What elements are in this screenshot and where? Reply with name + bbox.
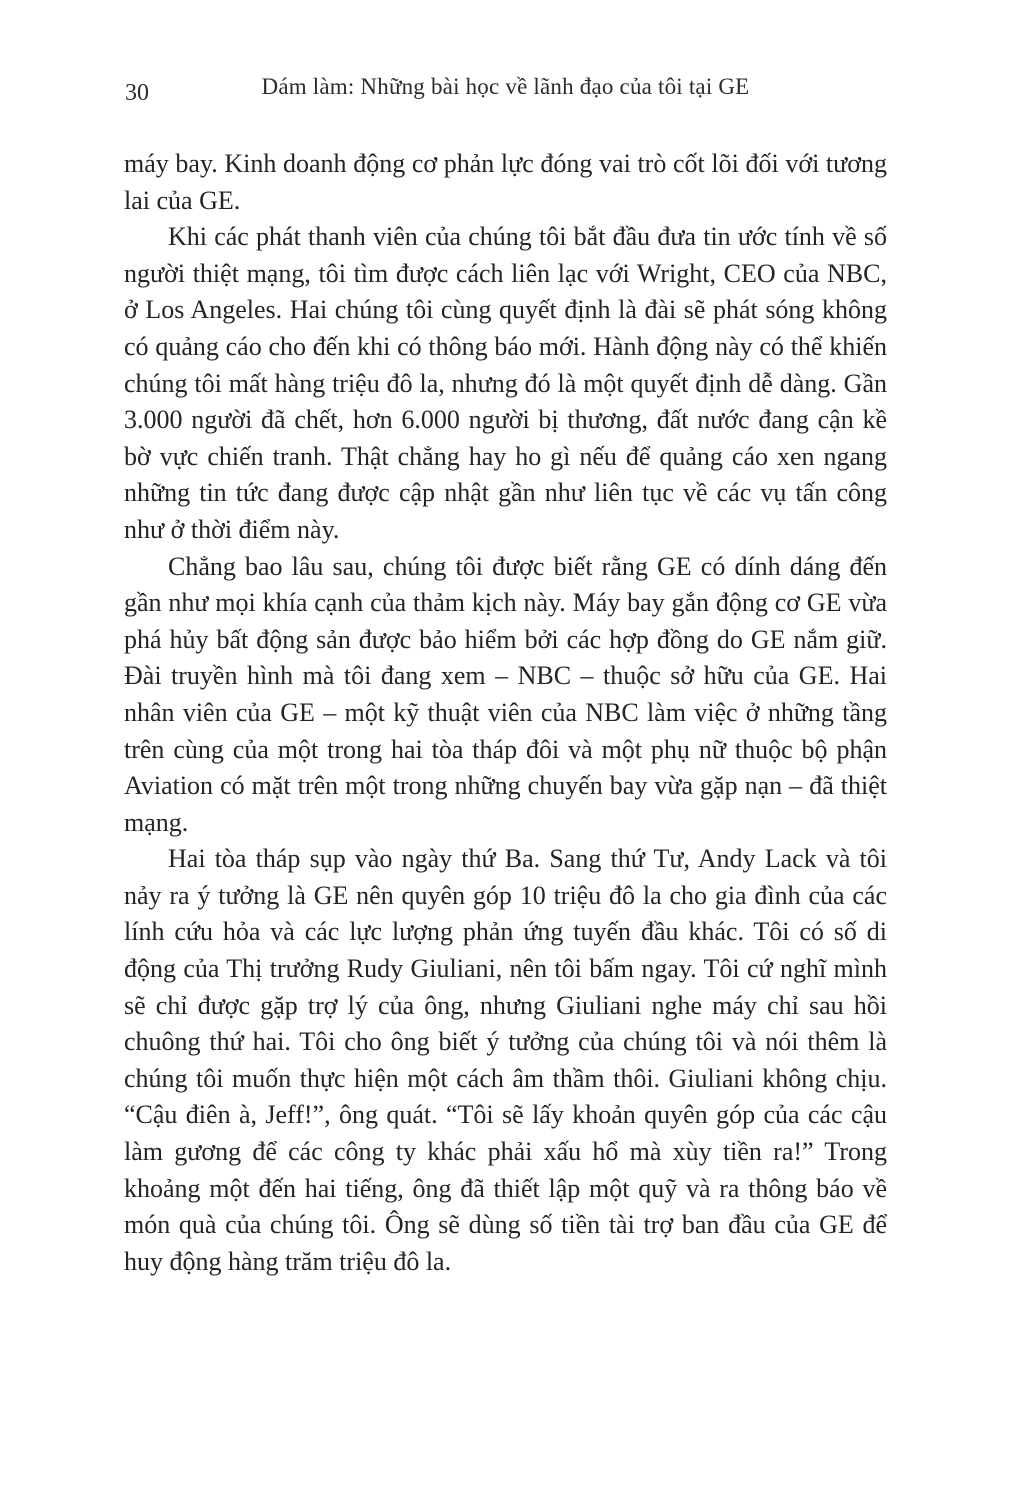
page-number: 30 [125,80,149,106]
paragraph: Khi các phát thanh viên của chúng tôi bắt đầu đưa tin ước tính về số người thiệt mạng, tôi tìm được cách liên lạc với Wright, CEO của NBC, ở Los Angeles. Hai chúng tôi cùng quyết định là đài sẽ phát sóng không có quảng cáo cho đến khi có thông báo mới. Hành động này có thể khiến chúng tôi mất hàng triệu đô la, nhưng đó là một quyết định dễ dàng. Gần 3.000 người đã chết, hơn 6.000 người bị thương, đất nước đang cận kề bờ vực chiến tranh. Thật chẳng hay ho gì nếu để quảng cáo xen ngang những tin tức đang được cập nhật gần như liên tục về các vụ tấn công như ở thời điểm này. [124,222,887,544]
running-header [0,74,1011,108]
running-title: Dám làm: Những bài học về lãnh đạo của tôi tại GE [261,74,750,99]
body-text [124,146,887,1280]
paragraph: Chẳng bao lâu sau, chúng tôi được biết rằng GE có dính dáng đến gần như mọi khía cạnh của thảm kịch này. Máy bay gắn động cơ GE vừa phá hủy bất động sản được bảo hiểm bởi các hợp đồng do GE nắm giữ. Đài truyền hình mà tôi đang xem – NBC – thuộc sở hữu của GE. Hai nhân viên của GE – một kỹ thuật viên của NBC làm việc ở những tầng trên cùng của một trong hai tòa tháp đôi và một phụ nữ thuộc bộ phận Aviation có mặt trên một trong những chuyến bay vừa gặp nạn – đã thiệt mạng. [124,551,887,837]
paragraph-continuation: máy bay. Kinh doanh động cơ phản lực đóng vai trò cốt lõi đối với tương lai của GE. [124,149,887,215]
paragraph: Hai tòa tháp sụp vào ngày thứ Ba. Sang thứ Tư, Andy Lack và tôi nảy ra ý tưởng là GE nên quyên góp 10 triệu đô la cho gia đình của các lính cứu hỏa và các lực lượng phản ứng tuyến đầu khác. Tôi có số di động của Thị trưởng Rudy Giuliani, nên tôi bấm ngay. Tôi cứ nghĩ mình sẽ chỉ được gặp trợ lý của ông, nhưng Giuliani nghe máy chỉ sau hồi chuông thứ hai. Tôi cho ông biết ý tưởng của chúng tôi và nói thêm là chúng tôi muốn thực hiện một cách âm thầm thôi. Giuliani không chịu. “Cậu điên à, Jeff!”, ông quát. “Tôi sẽ lấy khoản quyên góp của các cậu làm gương để các công ty khác phải xấu hổ mà xùy tiền ra!” Trong khoảng một đến hai tiếng, ông đã thiết lập một quỹ và ra thông báo về món quà của chúng tôi. Ông sẽ dùng số tiền tài trợ ban đầu của GE để huy động hàng trăm triệu đô la. [124,844,887,1276]
